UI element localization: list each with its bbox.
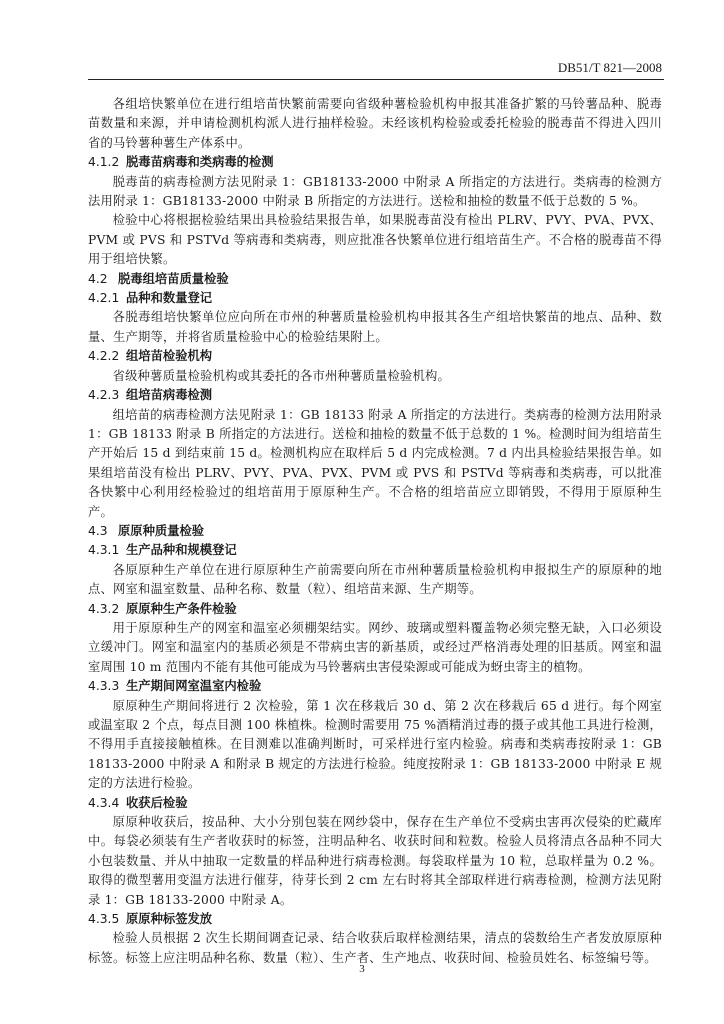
paragraph: 原原种生产期间将进行 2 次检验，第 1 次在移栽后 30 d、第 2 次在移栽后 65 d 进行。每个网室或温室取 2 个点，每点目测 100 株植株。检测时需要用 75 %酒精消过毒的摄子或其他工具进行检测，不得用手直接接触植株。在目测难以准确判断时，可采样进行室内检验。病毒和类病毒按附录 1：GB 18133-2000 中附录 A 和附录 B 规定的方法进行检验。纯度按附录 1：GB 18133-2000 中附录 E 规定的方法进行检验。 <box>88 698 662 791</box>
subsection-heading <box>88 677 662 696</box>
subsection-heading <box>88 347 662 366</box>
paragraph: 省级种薯质量检验机构或其委托的各市州种薯质量检验机构。 <box>112 368 451 383</box>
paragraph: 检验中心将根据检验结果出具检验结果报告单，如果脱毒苗没有检出 PLRV、PVY、PVA、PVX、PVM 或 PVS 和 PSTVd 等病毒和类病毒，则应批准各快繁单位进行组培苗生产。不合格的脱毒苗不得用于组培快繁。 <box>88 213 662 267</box>
paragraph: 各组培快繁单位在进行组培苗快繁前需要向省级种薯检验机构申报其准备扩繁的马铃薯品种、脱毒苗数量和来源，并申请检测机构派人进行抽样检验。未经该机构检验或委托检验的脱毒苗不得进入四川省的马铃薯种薯生产体系中。 <box>88 97 662 150</box>
section-title: 原原种质量检验 <box>118 523 205 538</box>
section-title: 品种和数量登记 <box>126 291 213 306</box>
section-title: 生产品种和规模登记 <box>126 543 237 558</box>
section-title: 原原种标签发放 <box>126 912 213 927</box>
page-number: 3 <box>359 963 365 975</box>
paragraph: 原原种收获后，按品种、大小分别包装在网纱袋中，保存在生产单位不受病虫害再次侵染的贮藏库中。每袋必须装有生产者收获时的标签，注明品种名、收获时间和粒数。检验人员将清点各品种不同大小包装数量、并从中抽取一定数量的样品种进行病毒检测。每袋取样量为 10 粒，总取样量为 0.2 %。取得的微型薯用变温方法进行催芽，待芽长到 2 cm 左右时将其全部取样进行病毒检测，检测方法见附录 1：GB 18133-2000 中附录 A。 <box>88 815 662 907</box>
section-title: 组培苗病毒检测 <box>126 388 213 403</box>
section-heading <box>88 270 662 289</box>
subsection-heading <box>88 794 662 813</box>
header-rule <box>88 79 664 80</box>
section-title: 收获后检验 <box>126 795 188 810</box>
paragraph: 各原原种生产单位在进行原原种生产前需要向所在市州种薯质量检验机构申报拟生产的原原种的地点、网室和温室数量、品种名称、数量（粒）、组培苗来源、生产期等。 <box>88 562 662 597</box>
section-number: 4.2.2 <box>88 349 120 364</box>
section-number: 4.2.1 <box>88 291 120 306</box>
section-number: 4.3.2 <box>88 601 120 616</box>
section-heading <box>88 522 662 541</box>
section-number: 4.3.1 <box>88 543 120 558</box>
paragraph: 用于原原种生产的网室和温室必须棚架结实。网纱、玻璃或塑料覆盖物必须完整无缺，入口必须设立缓冲门。网室和温室内的基质必须是不带病虫害的新基质，或经过严格消毒处理的旧基质。网室和温室周围 10 m 范围内不能有其他可能成为马铃薯病虫害侵染源或可能成为蚜虫寄主的植物。 <box>88 620 662 674</box>
subsection-heading <box>88 541 662 560</box>
document-body <box>88 95 662 968</box>
section-title: 脱毒组培苗质量检验 <box>118 271 229 286</box>
section-number: 4.1.2 <box>88 155 120 170</box>
section-number: 4.3.3 <box>88 679 120 694</box>
section-title: 原原种生产条件检验 <box>126 601 237 616</box>
section-number: 4.2 <box>88 271 108 286</box>
section-number: 4.2.3 <box>88 388 120 403</box>
subsection-heading <box>88 600 662 619</box>
paragraph: 脱毒苗的病毒检测方法见附录 1：GB18133-2000 中附录 A 所指定的方法进行。类病毒的检测方法用附录 1：GB18133-2000 中附录 B 所指定的方法进行。送检和抽检的数量不低于总数的 5 %。 <box>88 174 662 209</box>
subsection-heading <box>88 289 662 308</box>
section-number: 4.3 <box>88 523 108 538</box>
paragraph: 组培苗的病毒检测方法见附录 1：GB 18133 附录 A 所指定的方法进行。类病毒的检测方法用附录 1：GB 18133 附录 B 所指定的方法进行。送检和抽检的数量不低于总数的 1 %。检测时间为组培苗生产开始后 15 d 到结束前 15 d。检测机构应在取样后 5 d 内完成检测。7 d 内出具检验结果报告单。如果组培苗没有检出 PLRV、PVY、PVA、PVX、PVM 或 PVS 和 PSTVd 等病毒和类病毒，可以批准各快繁中心利用经检验过的组培苗用于原原种生产。不合格的组培苗应立即销毁，不得用于原原种生产。 <box>88 407 662 519</box>
standard-code: DB51/T 821—2008 <box>557 60 662 75</box>
paragraph: 各脱毒组培快繁单位应向所在市州的种薯质量检验机构申报其各生产组培快繁苗的地点、品种、数量、生产期等，并将省质量检验中心的检验结果附上。 <box>88 310 662 344</box>
section-title: 生产期间网室温室内检验 <box>126 679 262 694</box>
subsection-heading <box>88 153 662 172</box>
subsection-heading <box>88 386 662 405</box>
subsection-heading <box>88 910 662 929</box>
paragraph: 检验人员根据 2 次生长期间调查记录、结合收获后取样检测结果，清点的袋数给生产者发放原原种标签。标签上应注明品种名称、数量（粒）、生产者、生产地点、收获时间、检验员姓名、标签编号等。 <box>88 931 662 965</box>
section-title: 组培苗检验机构 <box>126 349 213 364</box>
section-title: 脱毒苗病毒和类病毒的检测 <box>126 155 274 170</box>
section-number: 4.3.5 <box>88 912 120 927</box>
section-number: 4.3.4 <box>88 795 120 810</box>
